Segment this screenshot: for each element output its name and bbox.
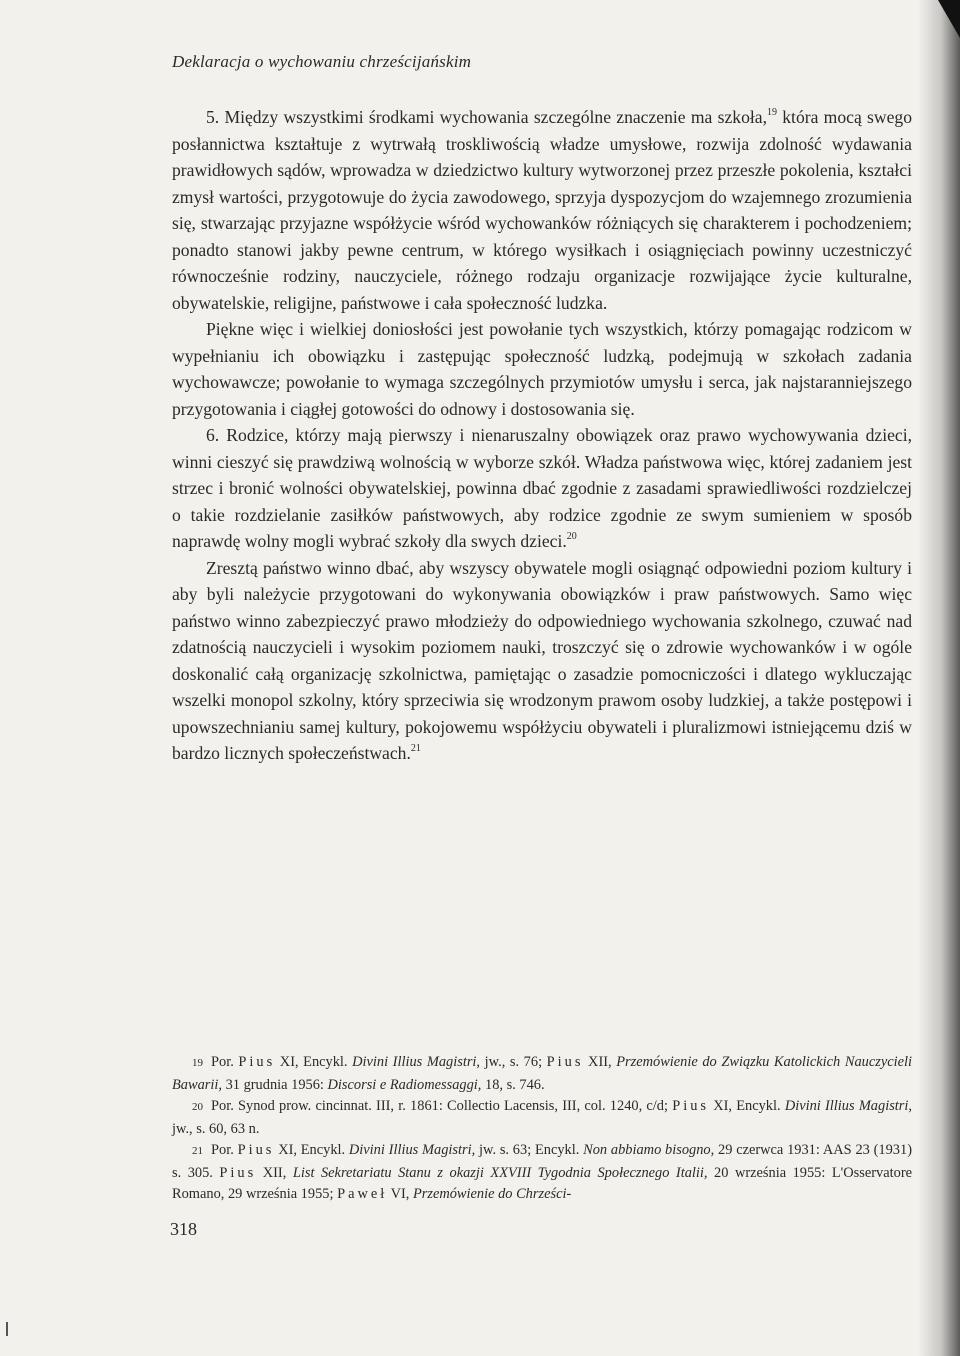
footnote-text: XI, Encykl.	[275, 1054, 353, 1070]
paragraph-text: 6. Rodzice, którzy mają pierwszy i nienaruszalny obowiązek oraz prawo wychowywania dzieci, winni cieszyć się prawdziwą wolnością w wyborze szkół. Władza państwowa więc, której zadaniem jest strzec i bronić wolności obywatelskiej, powinna dbać zgodnie z zasadami sprawiedliwości rozdzielczej o takie rozdzielanie zasiłków państwowych, aby rodzice zgodnie ze swym sumieniem w sposób naprawdę wolny mogli wybrać szkoły dla swych dzieci.	[172, 425, 912, 551]
footnote-text: VI,	[387, 1186, 413, 1202]
footnote-text: XII,	[256, 1164, 293, 1181]
footnote-title: Divini Illius Magistri,	[348, 1142, 476, 1158]
footnote-19	[172, 1052, 912, 1096]
footnote-text: XI, Encykl.	[709, 1098, 785, 1114]
page-edge-shadow	[918, 0, 960, 1356]
footnote-text: Por. Synod prow. cincinnat. III, r. 1861: Collectio Lacensis, III, col. 1240, c/d;	[211, 1098, 673, 1114]
author-name: Pius	[546, 1054, 584, 1070]
paragraph-text: Zresztą państwo winno dbać, aby wszyscy obywatele mogli osiągnąć odpowiedni poziom kultury i aby byli należycie przygotowani do wykonywania obowiązków i praw państwowych. Samo więc państwo winno zabezpieczyć prawo młodzieży do odpowiedniego wychowania szkolnego, czuwać nad zdatnością nauczycieli i wysokim poziomem nauki, troszczyć się o zdrowie wychowanków i w ogóle doskonalić całą organizację szkolnictwa, pamiętając o zasadzie pomocniczości i dlatego wykluczając wszelki monopol szkolny, który sprzeciwia się wrodzonym prawom osoby ludzkiej, a także postępowi i upowszechnianiu samej kultury, pokojowemu współżyciu obywateli i pluralizmowi istniejącemu dziś w bardzo licznych społeczeństwach.	[172, 557, 912, 763]
footnote-text: XI, Encykl.	[274, 1142, 349, 1158]
author-name: Paweł	[337, 1186, 388, 1202]
paragraph-text: która mocą swego posłannictwa kształtuje z wytrwałą troskliwością władze umysłowe, rozwija zdolność wydawania prawidłowych sądów, wprowadza w dziedzictwo kultury wytworzonej przez przeszłe pokolenia, kształci zmysł wartości, przygotowuje do życia zawodowego, sprzyja dyspozycjom do wzajemnego zrozumienia się, stwarzając przyjazne współżycie wśród wychowanków różniących się charakterem i pochodzeniem; ponadto stanowi jakby pewne centrum, w którego wysiłkach i osiągnięciach powinny uczestniczyć równocześnie rodziny, nauczyciele, różnego rodzaju organizacje rozwijające życie kulturalne, obywatelskie, religijne, państwowe i cała społeczność ludzka.	[172, 107, 912, 313]
footnote-text: 20 września 1955: L'Osservatore Romano, 29 września 1955;	[172, 1164, 913, 1202]
paragraph-text: 5. Między wszystkimi środkami wychowania szczególne znaczenie ma szkoła,	[206, 107, 767, 127]
paragraph-text: Piękne więc i wielkiej doniosłości jest powołanie tych wszystkich, którzy pomagając rodzicom w wypełnianiu ich obowiązku i zastępując społeczność ludzką, podejmują w szkołach zadania wychowawcze; powołanie to wymaga szczególnych przymiotów umysłu i serca, jak najstaranniejszego przygotowania i ciągłej gotowości do odnowy i dostosowania się.	[172, 319, 912, 419]
author-name: Pius	[238, 1054, 276, 1070]
footnote-text: Por.	[211, 1054, 234, 1070]
footnote-text: jw., s. 76;	[480, 1054, 547, 1070]
footnote-number: 19	[192, 1057, 203, 1069]
footnote-title: Divini Illius Magistri,	[352, 1054, 481, 1070]
main-text	[172, 104, 912, 767]
page-number: 318	[170, 1219, 197, 1239]
footnote-20	[172, 1096, 912, 1140]
footnote-text: jw., s. 60, 63 n.	[172, 1120, 260, 1137]
footnote-text: 31 grudnia 1956:	[221, 1076, 328, 1093]
footnote-title: Non abbiamo bisogno,	[583, 1142, 715, 1158]
footnote-title: Przemówienie do Chrześci-	[412, 1186, 572, 1202]
footnotes	[172, 1052, 912, 1206]
footnote-text: jw. s. 63; Encykl.	[475, 1142, 584, 1158]
paragraph-state	[172, 555, 912, 767]
footnote-number: 20	[192, 1101, 203, 1113]
running-header: Deklaracja o wychowaniu chrześcijańskim	[172, 52, 472, 71]
paragraph-vocation	[172, 316, 912, 422]
footnote-ref-19: 19	[766, 107, 777, 119]
footnote-title: List Sekretariatu Stanu z okazji XXVIII Tygodnia Społecznego Italii,	[292, 1164, 708, 1181]
footnote-number: 21	[192, 1145, 203, 1157]
footnote-text: 18, s. 746.	[481, 1076, 545, 1093]
footnote-text: XII,	[583, 1054, 617, 1070]
crop-mark	[6, 1322, 8, 1336]
footnote-title: Przemówienie do Związku Katolickich Nauczycieli Bawarii,	[172, 1054, 912, 1093]
footnote-text: Por.	[211, 1142, 234, 1158]
footnote-title: Discorsi e Radiomessaggi,	[327, 1076, 482, 1093]
footnote-text: 29 czerwca 1931: AAS 23 (1931) s. 305.	[172, 1142, 912, 1181]
corner-mark	[938, 0, 960, 38]
footnote-title: Divini Illius Magistri,	[784, 1098, 912, 1114]
paragraph-6	[172, 422, 912, 555]
paragraph-5	[172, 104, 912, 316]
footnote-ref-21: 21	[410, 743, 421, 755]
author-name: Pius	[672, 1098, 710, 1114]
author-name: Pius	[219, 1164, 257, 1181]
footnote-ref-20: 20	[566, 531, 577, 543]
author-name: Pius	[237, 1142, 275, 1158]
footnote-21	[172, 1140, 912, 1206]
